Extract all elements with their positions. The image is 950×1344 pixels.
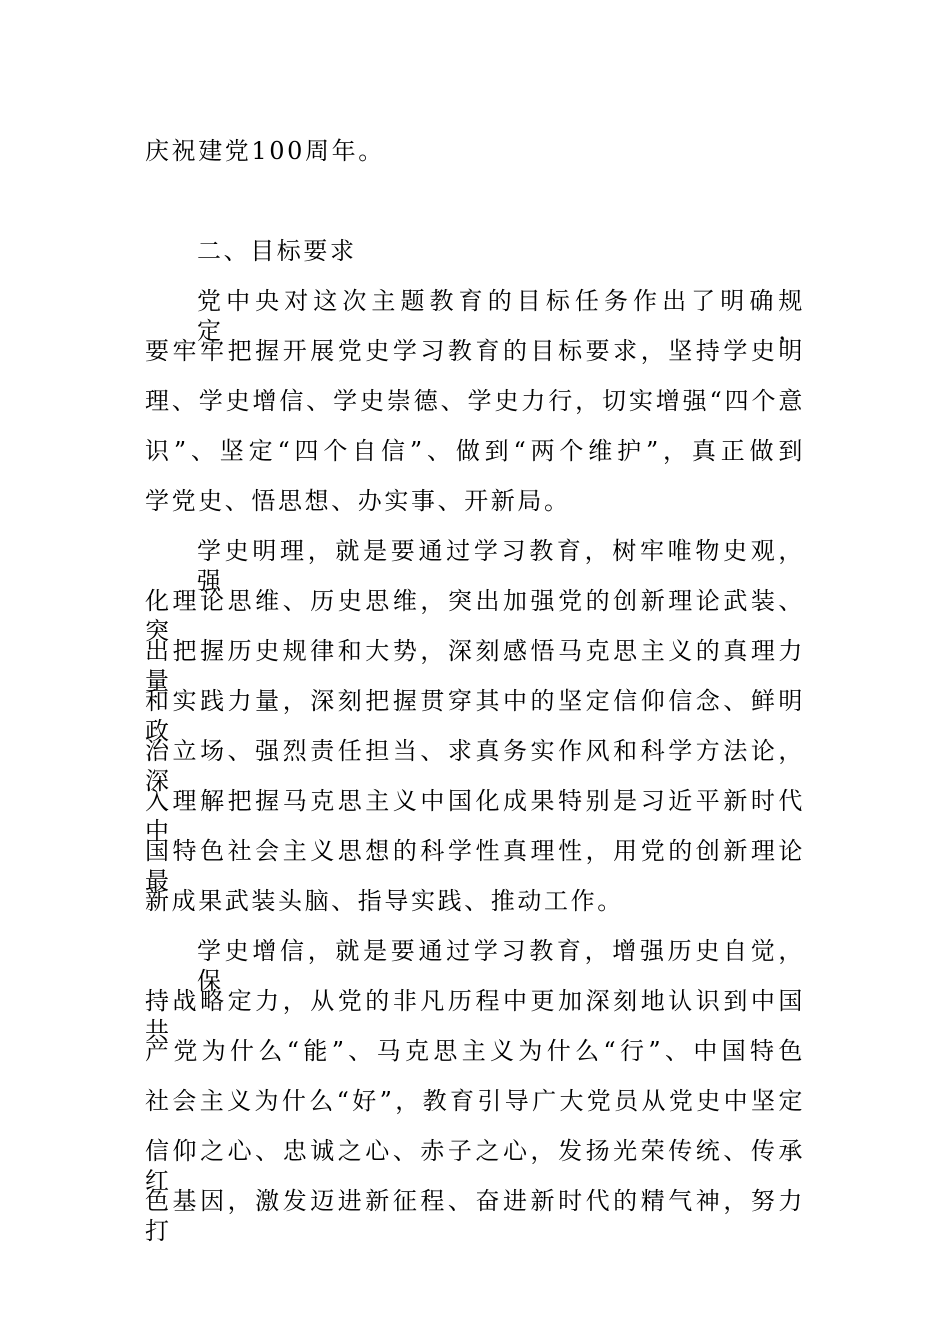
paragraph-2-line-1: 学史明理，就是要通过学习教育，树牢唯物史观，强 xyxy=(197,537,805,595)
paragraph-2-line-4: 和实践力量，深刻把握贯穿其中的坚定信仰信念、鲜明政 xyxy=(145,687,805,745)
paragraph-1-line-1: 党中央对这次主题教育的目标任务作出了明确规定， xyxy=(197,287,805,345)
paragraph-3-line-3: 产党为什么“能”、马克思主义为什么“行”、中国特色 xyxy=(145,1037,805,1065)
paragraph-3-line-6: 色基因，激发迈进新征程、奋进新时代的精气神，努力打 xyxy=(145,1187,805,1245)
paragraph-3-line-2: 持战略定力，从党的非凡历程中更加深刻地认识到中国共 xyxy=(145,987,805,1045)
paragraph-3-line-5: 信仰之心、忠诚之心、赤子之心，发扬光荣传统、传承红 xyxy=(145,1137,805,1195)
paragraph-2-line-8: 新成果武装头脑、指导实践、推动工作。 xyxy=(145,887,624,915)
paragraph-2-line-5: 治立场、强烈责任担当、求真务实作风和科学方法论，深 xyxy=(145,737,805,795)
paragraph-1-line-2: 要牢牢把握开展党史学习教育的目标要求，坚持学史明 xyxy=(145,337,805,365)
paragraph-2-line-3: 出把握历史规律和大势，深刻感悟马克思主义的真理力量 xyxy=(145,637,805,695)
section-heading: 二、目标要求 xyxy=(197,237,357,265)
paragraph-1-line-5: 学党史、悟思想、办实事、开新局。 xyxy=(145,487,571,515)
paragraph-3-line-4: 社会主义为什么“好”，教育引导广大党员从党史中坚定 xyxy=(145,1087,805,1115)
paragraph-2-line-7: 国特色社会主义思想的科学性真理性，用党的创新理论最 xyxy=(145,837,805,895)
carryover-line: 庆祝建党100周年。 xyxy=(145,137,385,165)
paragraph-2-line-6: 入理解把握马克思主义中国化成果特别是习近平新时代中 xyxy=(145,787,805,845)
paragraph-2-line-2: 化理论思维、历史思维，突出加强党的创新理论武装、突 xyxy=(145,587,805,645)
paragraph-1-line-4: 识”、坚定“四个自信”、做到“两个维护”，真正做到 xyxy=(145,437,805,465)
paragraph-3-line-1: 学史增信，就是要通过学习教育，增强历史自觉，保 xyxy=(197,937,805,995)
paragraph-1-line-3: 理、学史增信、学史崇德、学史力行，切实增强“四个意 xyxy=(145,387,805,415)
